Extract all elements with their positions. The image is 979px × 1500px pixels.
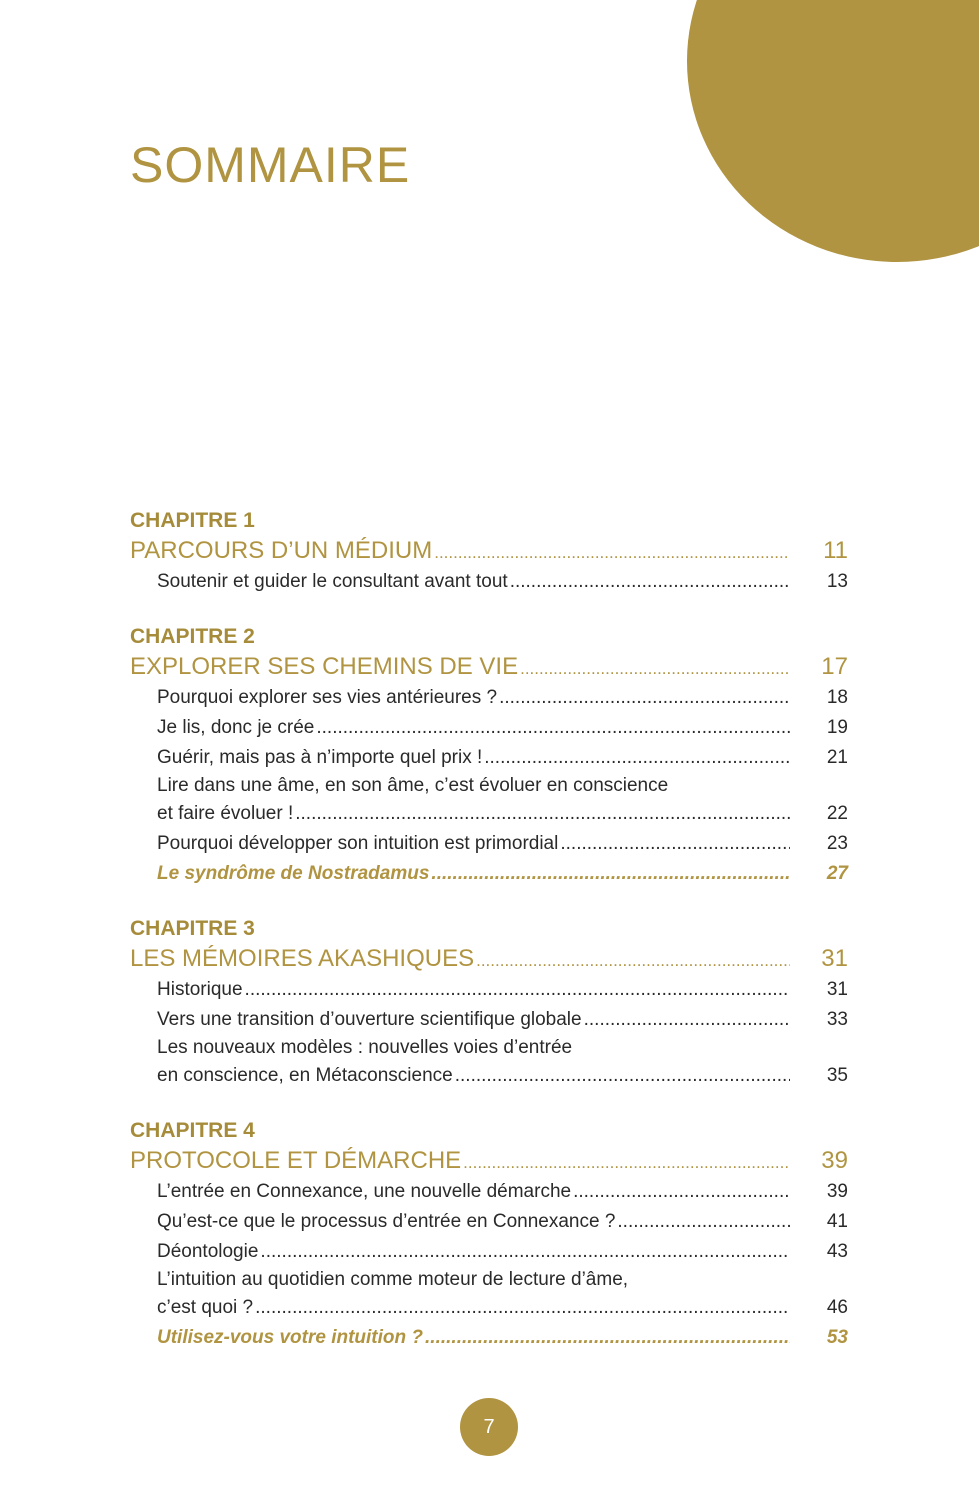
entry-label: Vers une transition d’ouverture scientifique globale [157,1009,582,1030]
toc-entry[interactable] [130,975,848,1005]
dot-leader [560,829,790,859]
chapter-1 [130,507,848,597]
chapter-3 [130,915,848,1091]
dot-leader [584,1005,790,1035]
chapter-label: CHAPITRE 2 [130,625,255,648]
page-ref: 43 [826,1241,848,1262]
page-ref: 11 [823,537,848,564]
toc-entry-multiline[interactable] [130,1267,848,1323]
entry-label: Historique [157,979,243,1000]
chapter-title: LES MÉMOIRES AKASHIQUES [130,945,475,972]
entry-label: Je lis, donc je crée [157,717,315,738]
dot-leader [463,1147,790,1179]
entry-label: Le syndrôme de Nostradamus [157,863,430,884]
toc-entry-multiline[interactable] [130,1035,848,1091]
toc-entry[interactable] [130,1005,848,1035]
toc-entry[interactable] [130,1177,848,1207]
entry-label-line1: L’intuition au quotidien comme moteur de lecture d’âme, [157,1269,629,1290]
entry-label-line1: Les nouveaux modèles : nouvelles voies d’entrée [157,1037,573,1058]
dot-leader [499,683,790,713]
chapter-title-entry[interactable] [130,535,848,567]
entry-label: et faire évoluer ! [157,803,294,824]
entry-label: Utilisez-vous votre intuition ? [157,1327,424,1348]
toc-entry[interactable] [130,567,848,597]
dot-leader [255,1293,790,1323]
page-ref: 31 [826,979,848,1000]
page-ref: 13 [826,571,848,592]
entry-label: Pourquoi développer son intuition est primordial [157,833,559,854]
page-ref: 22 [826,803,848,824]
chapter-title: PARCOURS D’UN MÉDIUM [130,537,433,564]
toc-entry[interactable] [130,1237,848,1267]
toc-entry[interactable] [130,713,848,743]
page-ref: 19 [826,717,848,738]
entry-label: Pourquoi explorer ses vies antérieures ? [157,687,498,708]
entry-label-line1: Lire dans une âme, en son âme, c’est évoluer en conscience [157,775,669,796]
chapter-title-entry[interactable] [130,943,848,975]
toc-entry-highlight[interactable] [130,859,848,889]
toc-entry-multiline[interactable] [130,773,848,829]
toc-entry[interactable] [130,829,848,859]
entry-label: c’est quoi ? [157,1297,254,1318]
page-ref: 23 [826,833,848,854]
dot-leader [617,1207,790,1237]
dot-leader [431,859,790,889]
chapter-title: PROTOCOLE ET DÉMARCHE [130,1147,462,1174]
toc-entry[interactable] [130,743,848,773]
page-ref: 21 [826,747,848,768]
toc-entry[interactable] [130,683,848,713]
page-ref: 35 [826,1065,848,1086]
chapter-title: EXPLORER SES CHEMINS DE VIE [130,653,519,680]
chapter-4 [130,1117,848,1353]
dot-leader [476,945,790,977]
chapter-title-entry[interactable] [130,1145,848,1177]
page-ref: 17 [821,653,848,680]
dot-leader [245,975,790,1005]
dot-leader [434,537,790,569]
entry-label: Qu’est-ce que le processus d’entrée en Connexance ? [157,1211,616,1232]
chapter-label: CHAPITRE 4 [130,1119,255,1142]
table-of-contents [130,507,848,1379]
toc-entry [157,799,848,829]
page-ref: 53 [826,1327,848,1348]
dot-leader [260,1237,790,1267]
decorative-ellipse [687,0,979,262]
toc-entry [157,1293,848,1323]
toc-entry-highlight[interactable] [130,1323,848,1353]
toc-entry[interactable] [130,1207,848,1237]
page-ref: 27 [826,863,848,884]
page-ref: 41 [826,1211,848,1232]
page-number: 7 [483,1415,495,1438]
dot-leader [484,743,790,773]
dot-leader [425,1323,790,1353]
chapter-2 [130,623,848,889]
entry-label: L’entrée en Connexance, une nouvelle démarche [157,1181,572,1202]
page-ref: 18 [826,687,848,708]
page-ref: 39 [826,1181,848,1202]
page-number-badge [460,1398,518,1456]
chapter-label: CHAPITRE 1 [130,509,255,532]
page-ref: 31 [821,945,848,972]
dot-leader [510,567,790,597]
entry-label: Soutenir et guider le consultant avant tout [157,571,508,592]
entry-label: en conscience, en Métaconscience [157,1065,453,1086]
dot-leader [520,653,790,685]
entry-label: Guérir, mais pas à n’importe quel prix ! [157,747,483,768]
dot-leader [573,1177,790,1207]
entry-label: Déontologie [157,1241,259,1262]
page-ref: 46 [826,1297,848,1318]
chapter-title-entry[interactable] [130,651,848,683]
chapter-label: CHAPITRE 3 [130,917,255,940]
page-ref: 33 [826,1009,848,1030]
toc-entry [157,1061,848,1091]
page-title: SOMMAIRE [130,137,411,193]
page-ref: 39 [821,1147,848,1174]
dot-leader [295,799,790,829]
dot-leader [316,713,790,743]
dot-leader [455,1061,790,1091]
